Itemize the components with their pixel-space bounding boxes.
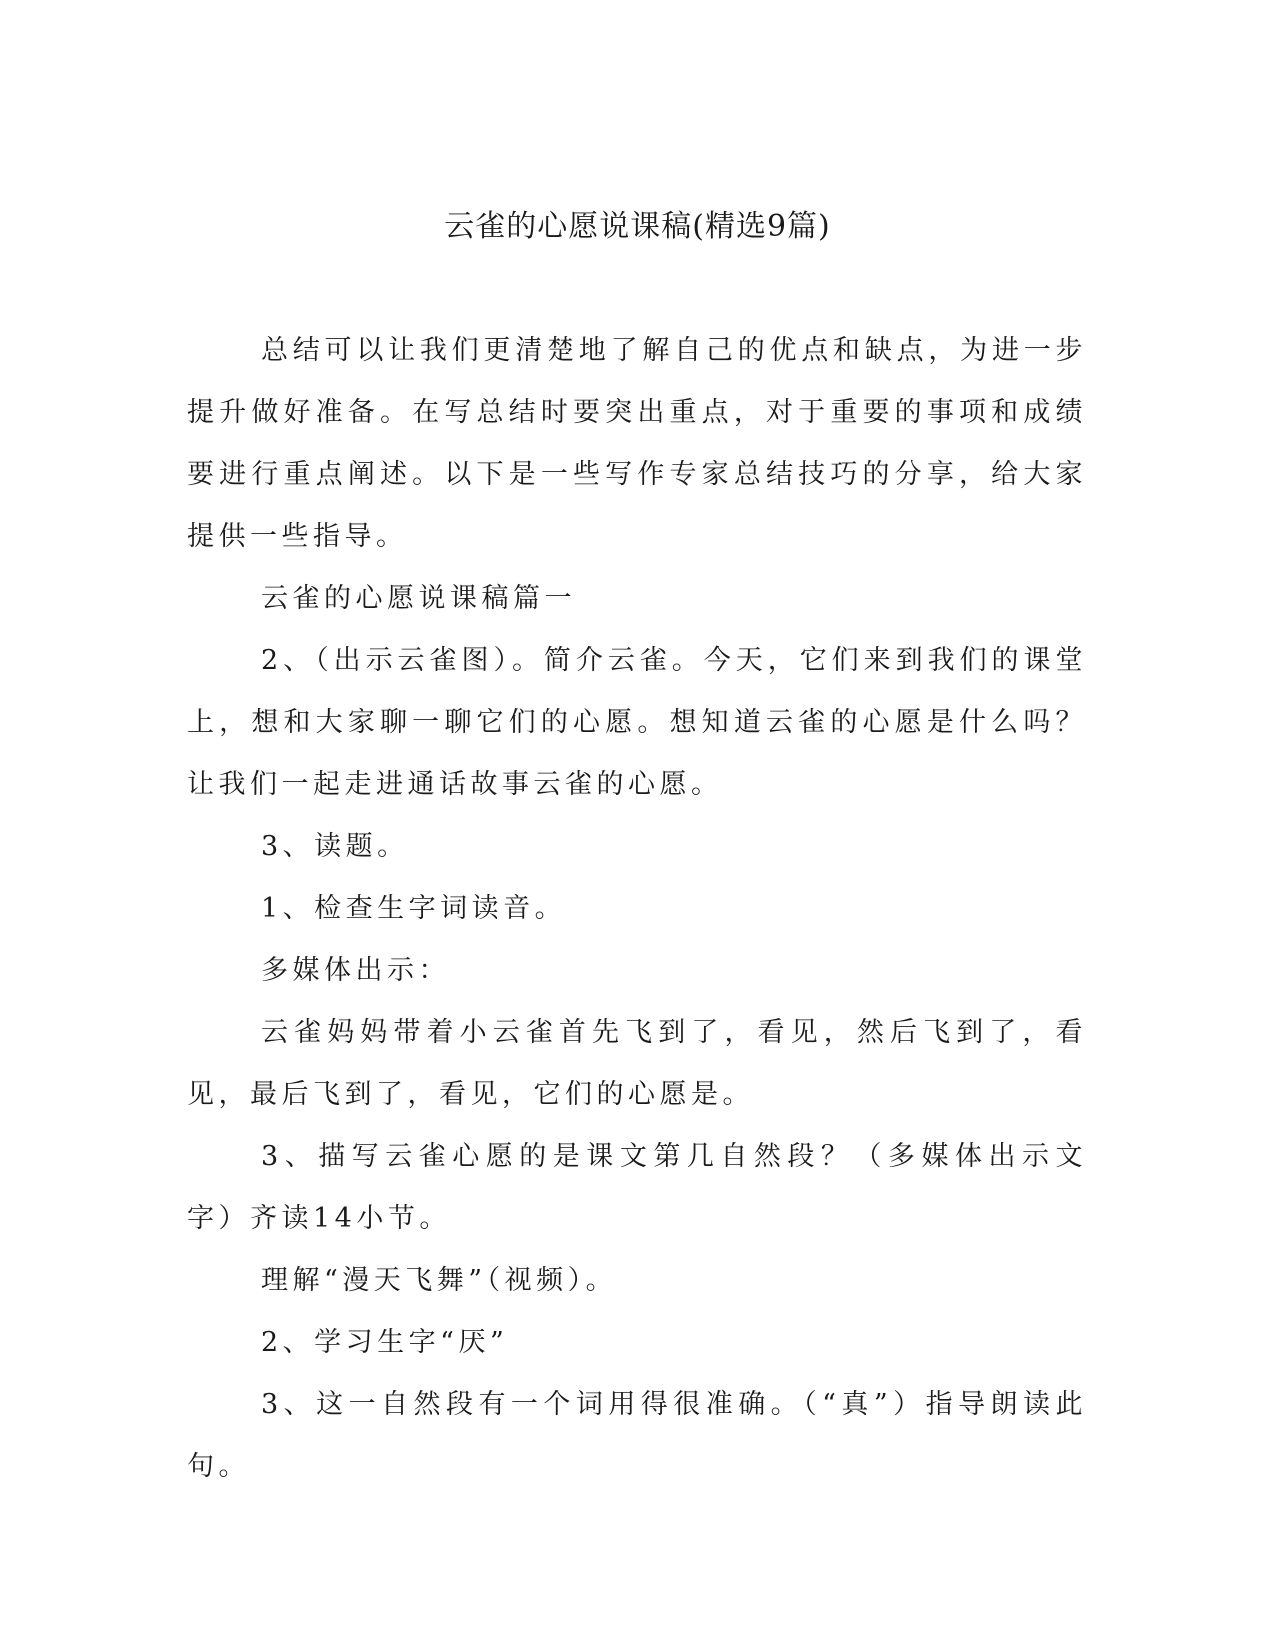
paragraph-fill-in: 云雀妈妈带着小云雀首先飞到了，看见，然后飞到了，看见，最后飞到了，看见，它们的心愿是。 xyxy=(187,1017,1087,1110)
paragraph-understand-phrase: 理解“漫天飞舞”（视频）。 xyxy=(261,1265,618,1296)
paragraph-intro: 总结可以让我们更清楚地了解自己的优点和缺点，为进一步提升做好准备。在写总结时要突出重点，对于重要的事项和成绩要进行重点阐述。以下是一些写作专家总结技巧的分享，给大家提供一些指导。 xyxy=(187,335,1087,552)
paragraph-read-title: 3、读题。 xyxy=(261,831,409,862)
paragraph-accurate-word: 3、这一自然段有一个词用得很准确。（“真”）指导朗读此句。 xyxy=(187,1389,1087,1482)
document-body xyxy=(187,320,1087,1498)
paragraph-show-lark-picture: 2、（出示云雀图）。简介云雀。今天，它们来到我们的课堂上，想和大家聊一聊它们的心愿。想知道云雀的心愿是什么吗？让我们一起走进通话故事云雀的心愿。 xyxy=(187,645,1087,800)
paragraph-multimedia-show: 多媒体出示： xyxy=(261,955,450,986)
paragraph-which-section: 3、描写云雀心愿的是课文第几自然段？（多媒体出示文字）齐读14小节。 xyxy=(187,1141,1087,1234)
section-heading-part-one: 云雀的心愿说课稿篇一 xyxy=(261,583,576,614)
paragraph-learn-character: 2、学习生字“厌” xyxy=(261,1327,509,1358)
document-title: 云雀的心愿说课稿(精选9篇) xyxy=(444,209,831,244)
paragraph-check-pronunciation: 1、检查生字词读音。 xyxy=(261,893,567,924)
